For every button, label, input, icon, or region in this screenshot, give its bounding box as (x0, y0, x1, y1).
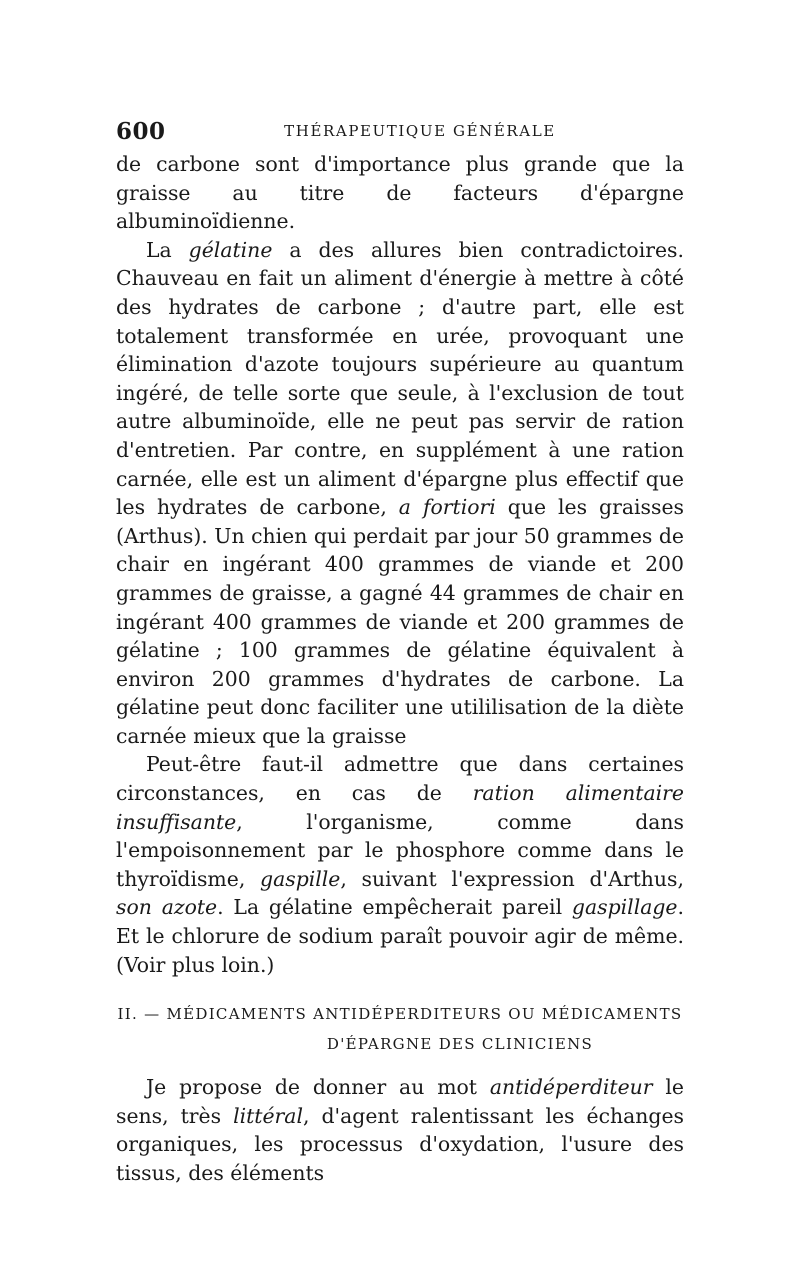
text-run: a des allures bien contradictoires. Chauveau en fait un aliment d'énergie à mettre à côté des hydrates de carbone ; d'autre part, elle est totalement transformée en urée, provoquant une élimination d'azote toujours supérieure au quantum ingéré, de telle sorte que seule, à l'exclusion de tout autre albuminoïde, elle ne peut pas servir de ration d'entretien. Par contre, en supplément à une ration carnée, elle est un aliment d'épargne plus effectif que les hydrates de carbone, (116, 237, 684, 520)
running-head (116, 108, 684, 148)
section-heading-line-1: II. — MÉDICAMENTS ANTIDÉPERDITEURS OU MÉDICAMENTS (117, 1005, 683, 1024)
italic-term: antidéperditeur (489, 1075, 653, 1100)
text-run: le sens, très (116, 1075, 684, 1128)
text-run: que les graisses (Arthus). Un chien qui perdait par jour 50 grammes de chair en ingérant 400 grammes de viande et 200 grammes de graisse, a gagné 44 grammes de chair en ingérant 400 grammes de viande et 200 grammes de gélatine ; 100 grammes de gélatine équivalent à environ 200 grammes d'hydrates de carbone. La gélatine peut donc faciliter une utililisation de la diète carnée mieux que la graisse (116, 495, 684, 748)
italic-term: gaspille (260, 866, 341, 891)
text-run: . La gélatine empêcherait pareil (217, 895, 572, 920)
italic-term: son azote (116, 895, 218, 920)
italic-term: a fortiori (398, 495, 496, 520)
italic-term: littéral (233, 1103, 303, 1128)
italic-term: gélatine (188, 237, 273, 262)
paragraph-gaspillage (116, 750, 684, 979)
paragraph-text: de carbone sont d'importance plus grande que la graisse au titre de facteurs d'épargne albuminoïdienne. (116, 152, 684, 234)
paragraph-continuation (116, 150, 684, 236)
running-title: THÉRAPEUTIQUE GÉNÉRALE (284, 122, 556, 140)
page-number: 600 (116, 118, 166, 145)
paragraph-gelatine (116, 236, 684, 751)
italic-term: ration alimentaire insuffisante (116, 781, 684, 834)
text-run: , l'organisme, comme dans l'empoisonnement par le phosphore comme dans le thyroïdisme, (116, 809, 684, 891)
section-heading-line-2: D'ÉPARGNE DES CLINICIENS (326, 1035, 594, 1054)
text-run: , suivant l'expression d'Arthus, (340, 866, 684, 891)
text-run: La (146, 237, 189, 262)
text-run: , d'agent ralentissant les échanges organiques, les processus d'oxydation, l'usure des tissus, des éléments (116, 1103, 684, 1185)
book-page (116, 108, 684, 1188)
text-run: Je propose de donner au mot (146, 1075, 490, 1100)
italic-term: gaspillage (571, 895, 678, 920)
body-text (116, 150, 684, 1188)
text-run: . Et le chlorure de sodium paraît pouvoir agir de même. (Voir plus loin.) (116, 895, 684, 977)
text-run: Peut-être faut-il admettre que dans certaines circonstances, en cas de (116, 752, 684, 806)
paragraph-antideperditeur (116, 1073, 684, 1187)
section-heading (116, 999, 684, 1059)
